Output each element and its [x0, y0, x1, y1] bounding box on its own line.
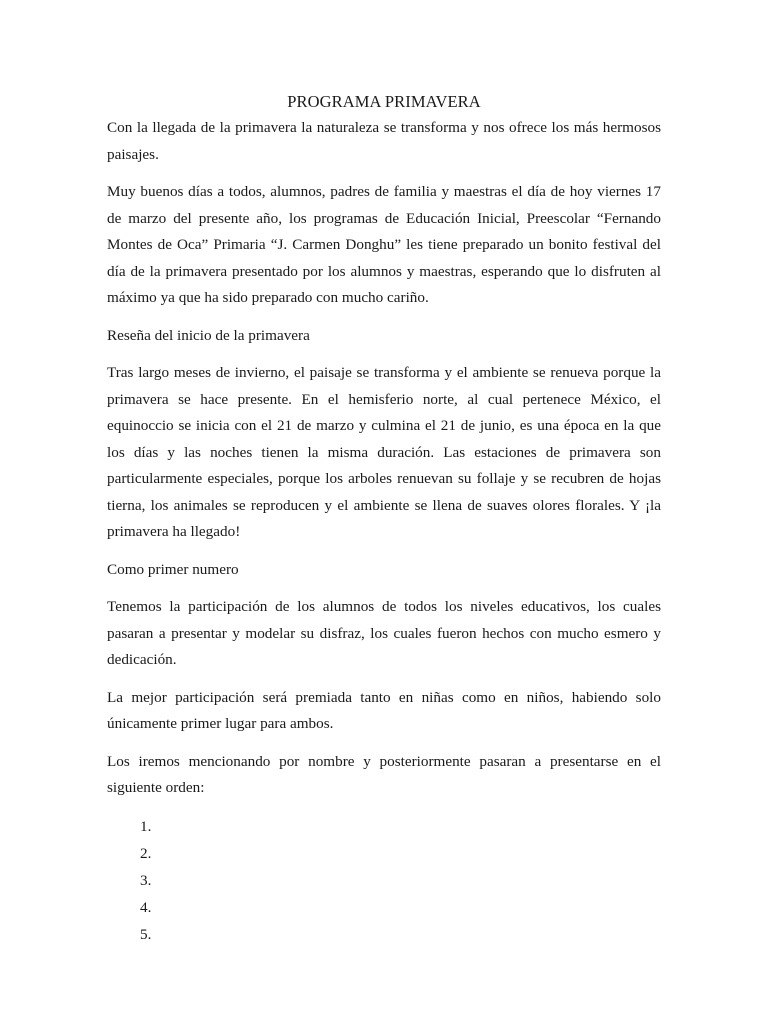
- order-paragraph: Los iremos mencionando por nombre y posteriormente pasaran a presentarse en el siguiente orden:: [107, 752, 661, 796]
- section-heading-resena: Reseña del inicio de la primavera: [107, 326, 310, 344]
- document-title: PROGRAMA PRIMAVERA: [287, 92, 481, 111]
- list-item: 3.: [140, 871, 152, 889]
- spring-description-paragraph: Tras largo meses de invierno, el paisaje se transforma y el ambiente se renueva porque la primavera se hace presente. En el hemisferio norte, al cual pertenece México, el equinoccio se inicia con el 21 de marzo y culmina el 21 de junio, es una época en la que los días y las noches tienen la misma duración. Las estaciones de primavera son particularmente especiales, porque los arboles renuevan su follaje y se recubren de hojas tierna, los animales se reproducen y el ambiente se llena de suaves olores florales. Y ¡la primavera ha llegado!: [107, 364, 661, 540]
- list-item: 2.: [140, 844, 152, 862]
- document-page: [107, 90, 661, 948]
- list-item: 1.: [140, 817, 152, 835]
- section-heading-primer-numero: Como primer numero: [107, 560, 239, 578]
- participant-list: [107, 813, 661, 948]
- award-paragraph: La mejor participación será premiada tanto en niñas como en niños, habiendo solo únicamente primer lugar para ambos.: [107, 688, 661, 732]
- welcome-paragraph: Muy buenos días a todos, alumnos, padres de familia y maestras el día de hoy viernes 17 de marzo del presente año, los programas de Educación Inicial, Preescolar “Fernando Montes de Oca” Primaria “J. Carmen Donghu” les tiene preparado un bonito festival del día de la primavera presentado por los alumnos y maestras, esperando que lo disfruten al máximo ya que ha sido preparado con mucho cariño.: [107, 183, 661, 306]
- list-item: 5.: [140, 925, 152, 943]
- list-item: 4.: [140, 898, 152, 916]
- participation-paragraph: Tenemos la participación de los alumnos de todos los niveles educativos, los cuales pasaran a presentar y modelar su disfraz, los cuales fueron hechos con mucho esmero y dedicación.: [107, 598, 661, 668]
- intro-paragraph: Con la llegada de la primavera la naturaleza se transforma y nos ofrece los más hermosos paisajes.: [107, 119, 661, 163]
